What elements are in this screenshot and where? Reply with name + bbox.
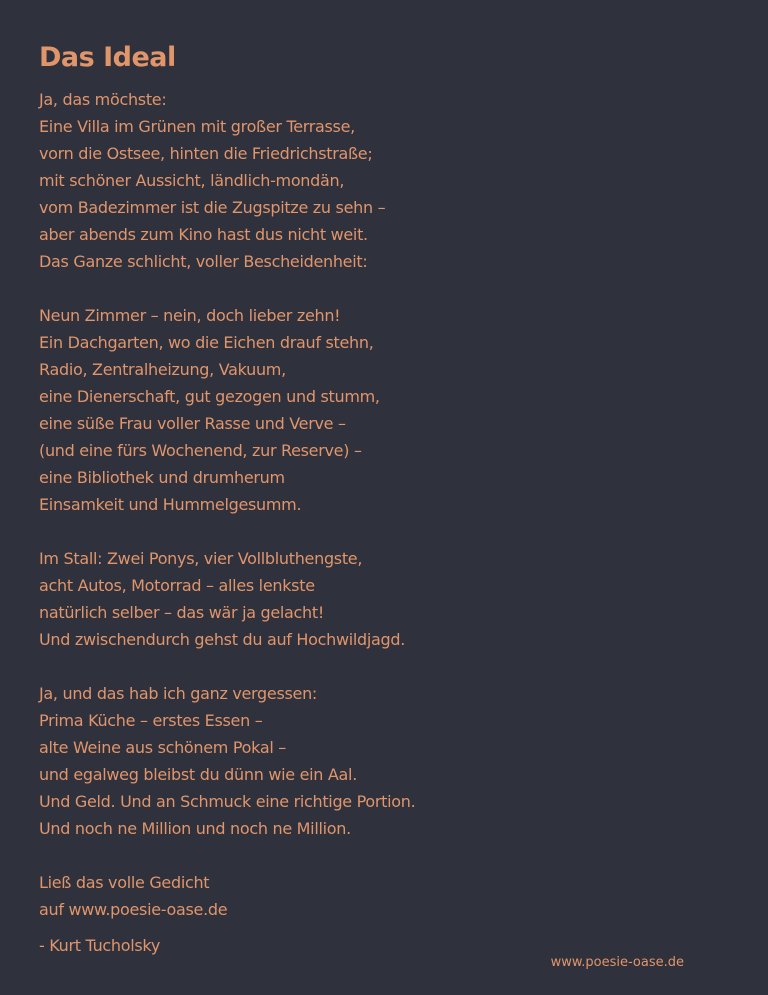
- poem-line: mit schöner Aussicht, ländlich-mondän,: [39, 171, 345, 190]
- stanza-source-note: [39, 869, 739, 923]
- poem-line: vom Badezimmer ist die Zugspitze zu sehn –: [39, 198, 386, 217]
- source-note-line: auf www.poesie-oase.de: [39, 900, 228, 919]
- poem-line: vorn die Ostsee, hinten die Friedrichstraße;: [39, 144, 373, 163]
- poem-line: Im Stall: Zwei Ponys, vier Vollbluthengste,: [39, 549, 363, 568]
- stanza-2: [39, 302, 739, 518]
- poem-line: natürlich selber – das wär ja gelacht!: [39, 603, 324, 622]
- poem-line: und egalweg bleibst du dünn wie ein Aal.: [39, 765, 357, 784]
- stanza-1: [39, 86, 739, 275]
- poem-line: aber abends zum Kino hast dus nicht weit.: [39, 225, 368, 244]
- poem-line: Neun Zimmer – nein, doch lieber zehn!: [39, 306, 341, 325]
- poem-line: Eine Villa im Grünen mit großer Terrasse,: [39, 117, 355, 136]
- poem-line: Prima Küche – erstes Essen –: [39, 711, 263, 730]
- poem-author: - Kurt Tucholsky: [39, 936, 160, 955]
- poem-body: [39, 86, 739, 950]
- poem-line: eine Dienerschaft, gut gezogen und stumm,: [39, 387, 380, 406]
- poem-line: Ja, das möchste:: [39, 90, 167, 109]
- poem-line: Ein Dachgarten, wo die Eichen drauf stehn,: [39, 333, 374, 352]
- poem-title: Das Ideal: [39, 42, 176, 73]
- poem-line: Das Ganze schlicht, voller Bescheidenheit:: [39, 252, 368, 271]
- poem-line: Radio, Zentralheizung, Vakuum,: [39, 360, 286, 379]
- poem-line: eine süße Frau voller Rasse und Verve –: [39, 414, 346, 433]
- poem-line: acht Autos, Motorrad – alles lenkste: [39, 576, 315, 595]
- poem-line: eine Bibliothek und drumherum: [39, 468, 285, 487]
- source-note-line: Ließ das volle Gedicht: [39, 873, 210, 892]
- poem-line: Ja, und das hab ich ganz vergessen:: [39, 684, 318, 703]
- poem-line: Und noch ne Million und noch ne Million.: [39, 819, 351, 838]
- poem-line: alte Weine aus schönem Pokal –: [39, 738, 286, 757]
- poem-line: (und eine fürs Wochenend, zur Reserve) –: [39, 441, 362, 460]
- footer-website-url: www.poesie-oase.de: [550, 955, 684, 970]
- poem-line: Einsamkeit und Hummelgesumm.: [39, 495, 302, 514]
- poem-line: Und Geld. Und an Schmuck eine richtige Portion.: [39, 792, 416, 811]
- stanza-3: [39, 545, 739, 653]
- poem-line: Und zwischendurch gehst du auf Hochwildjagd.: [39, 630, 406, 649]
- stanza-4: [39, 680, 739, 842]
